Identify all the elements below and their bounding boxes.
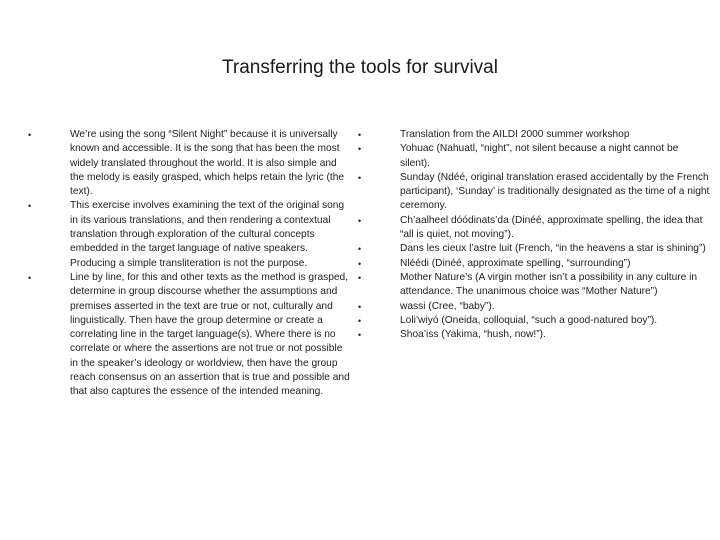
bullet-icon: • — [358, 172, 362, 183]
bullet-icon: • — [358, 258, 362, 269]
list-item-text: Translation from the AILDI 2000 summer workshop — [400, 129, 630, 140]
list-item-text: Dans les cieux l’astre luit (French, “in the heavens a star is shining”) — [400, 243, 706, 255]
bullet-icon: • — [28, 130, 32, 140]
list-item — [358, 314, 710, 328]
list-item-text: We’re using the song “Silent Night” because it is universally known and accessible. It is the song that has been the most widely translated throughout the world. It is also simple and the melody is easily grasped, which helps retain the lyric (the text). — [70, 129, 345, 198]
list-item — [358, 142, 710, 171]
list-item — [28, 199, 352, 270]
list-item — [358, 328, 710, 342]
bullet-icon: • — [358, 330, 362, 341]
list-item — [358, 300, 710, 314]
right-bullet-list — [358, 128, 710, 342]
list-item-text: Shoa’iss (Yakima, “hush, now!”). — [400, 329, 546, 341]
list-item-text: Mother Nature’s (A virgin mother isn’t a possibility in any culture in attendance. The unanimous choice was “Mother Nature”) — [400, 271, 698, 298]
list-item — [28, 128, 352, 199]
list-item-text: This exercise involves examining the text of the original song in its various translations, and then rendering a contextual translation through exploration of the cultural concepts embedded in the target language of native speakers. Producing a simple transliteration is not the purpose. — [70, 200, 345, 269]
left-bullet-list — [28, 128, 352, 400]
list-item — [358, 171, 710, 214]
bullet-icon: • — [358, 272, 362, 283]
bullet-icon: • — [28, 201, 32, 212]
list-item — [358, 271, 710, 300]
list-item-text: Sunday (Ndéé, original translation erased accidentally by the French participant), ‘Sunday’ is traditionally designated as the time of a night ceremony. — [400, 171, 710, 212]
list-item-text: Nléédi (Dinéé, approximate spelling, “surrounding”) — [400, 257, 631, 269]
list-item-text: Ch’aalheel dóódinats’da (Dinéé, approximate spelling, the idea that “all is quiet, not moving”). — [400, 214, 703, 241]
bullet-icon: • — [358, 215, 362, 226]
slide-title: Transferring the tools for survival — [222, 57, 498, 78]
list-item-text: Yohuac (Nahuatl, “night”, not silent because a night cannot be silent). — [400, 143, 679, 169]
list-item — [28, 271, 352, 400]
bullet-icon: • — [358, 130, 362, 140]
bullet-icon: • — [358, 301, 362, 312]
list-item — [358, 214, 710, 243]
bullet-icon: • — [358, 315, 362, 326]
list-item — [358, 257, 710, 271]
bullet-icon: • — [28, 272, 32, 283]
bullet-icon: • — [358, 144, 362, 155]
list-item-text: Loli’wiyó (Oneida, colloquial, “such a good-natured boy”). — [400, 314, 658, 326]
list-item — [358, 128, 710, 142]
list-item-text: wassi (Cree, “baby”). — [400, 300, 495, 312]
list-item — [358, 242, 710, 256]
bullet-icon: • — [358, 244, 362, 255]
list-item-text: Line by line, for this and other texts as the method is grasped, determine in group discourse whether the assumptions and premises asserted in the text are true or not, culturally and linguistically. Then have the group determine or create a correlating line in the target language(s). Where there is no correlate or where the assertions are not true or not possible in the speaker’s ideology or worldview, then have the group reach consensus on an assertion that is true and possible and that also captures the essence of the intended meaning. — [70, 271, 350, 398]
